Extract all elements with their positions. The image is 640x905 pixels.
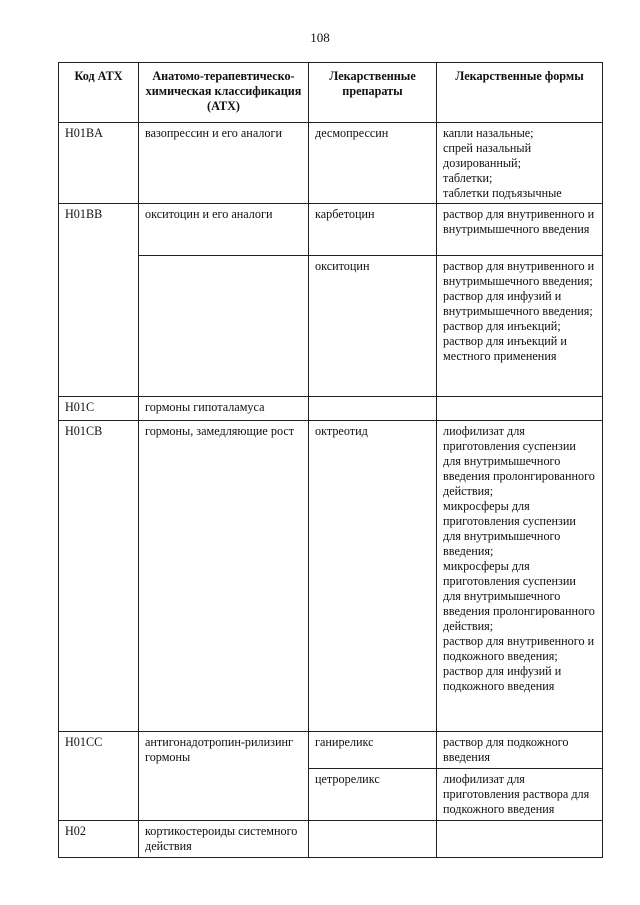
cell-drug: десмопрессин [309, 123, 437, 204]
cell-forms: раствор для внутривенного и внутримышечного введения [437, 204, 603, 256]
table-row [59, 123, 603, 204]
atx-table [58, 62, 603, 858]
cell-drug: окситоцин [309, 256, 437, 397]
cell-classification-empty [139, 256, 309, 397]
table-header-row [59, 63, 603, 123]
cell-code: H01BA [59, 123, 139, 204]
header-drugs: Лекарственные препараты [309, 63, 437, 123]
page-number: 108 [310, 30, 330, 45]
cell-classification: кортикостероиды системного действия [139, 821, 309, 858]
cell-drug: ганиреликс [309, 732, 437, 769]
cell-forms-empty [437, 821, 603, 858]
cell-code: H01C [59, 397, 139, 421]
cell-code: H01CC [59, 732, 139, 821]
table-row [59, 397, 603, 421]
cell-code: H01CB [59, 421, 139, 732]
cell-drug: октреотид [309, 421, 437, 732]
header-code: Код ATX [59, 63, 139, 123]
cell-forms-empty [437, 397, 603, 421]
cell-drug: карбетоцин [309, 204, 437, 256]
cell-forms: раствор для внутривенного и внутримышечного введения; раствор для инфузий и внутримышечного введения; раствор для инъекций; раствор для инъекций и местного применения [437, 256, 603, 397]
cell-classification: антигонадотропин-рилизинг гормоны [139, 732, 309, 821]
cell-drug-empty [309, 821, 437, 858]
table-row [59, 821, 603, 858]
cell-forms: лиофилизат для приготовления суспензии для внутримышечного введения пролонгированного действия; микросферы для приготовления суспензии для внутримышечного введения; микросферы для приготовления суспензии для внутримышечного введения пролонгированного действия; раствор для внутривенного и подкожного введения; раствор для инфузий и подкожного введения [437, 421, 603, 732]
table-row [59, 421, 603, 732]
table-row [59, 256, 603, 397]
table-row [59, 732, 603, 769]
cell-classification: гормоны гипоталамуса [139, 397, 309, 421]
cell-drug-empty [309, 397, 437, 421]
header-classification: Анатомо-терапевтическо-химическая классификация (ATX) [139, 63, 309, 123]
cell-code: H01BB [59, 204, 139, 397]
header-forms: Лекарственные формы [437, 63, 603, 123]
cell-classification: вазопрессин и его аналоги [139, 123, 309, 204]
cell-drug: цетрореликс [309, 769, 437, 821]
table-row [59, 204, 603, 256]
cell-forms: лиофилизат для приготовления раствора для подкожного введения [437, 769, 603, 821]
cell-forms: раствор для подкожного введения [437, 732, 603, 769]
cell-forms: капли назальные; спрей назальный дозированный; таблетки; таблетки подъязычные [437, 123, 603, 204]
cell-classification: окситоцин и его аналоги [139, 204, 309, 256]
cell-code: H02 [59, 821, 139, 858]
cell-classification: гормоны, замедляющие рост [139, 421, 309, 732]
